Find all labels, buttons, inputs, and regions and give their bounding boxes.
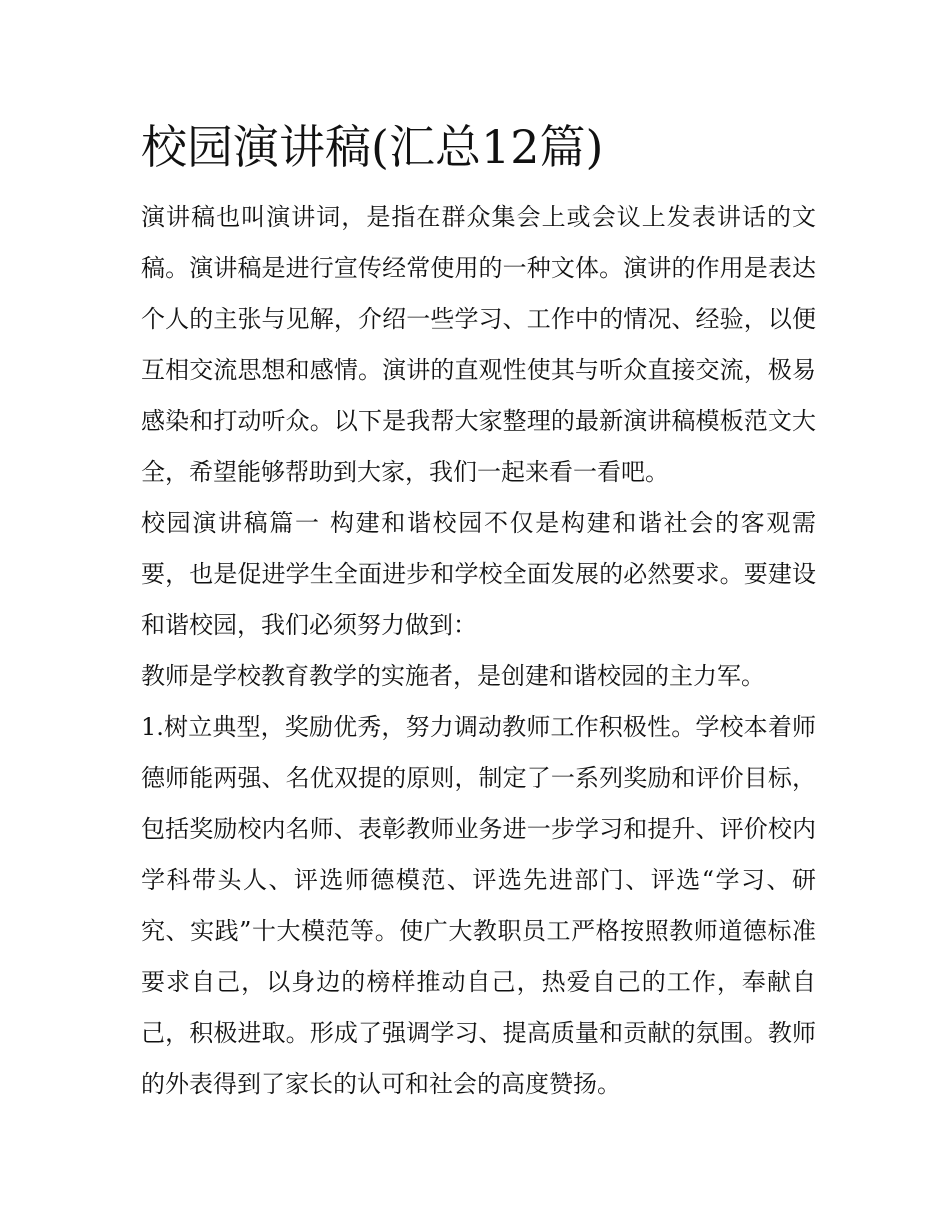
intro-paragraph: 演讲稿也叫演讲词，是指在群众集会上或会议上发表讲话的文稿。演讲稿是进行宣传经常使用的一种文体。演讲的作用是表达个人的主张与见解，介绍一些学习、工作中的情况、经验，以便互相交流思想和感情。演讲的直观性使其与听众直接交流，极易感染和打动听众。以下是我帮大家整理的最新演讲稿模板范文大全，希望能够帮助到大家，我们一起来看一看吧。 xyxy=(141,203,816,486)
document-title: 校园演讲稿(汇总12篇) xyxy=(141,120,604,174)
teacher-paragraph: 教师是学校教育教学的实施者，是创建和谐校园的主力军。 xyxy=(141,662,765,690)
point-one-paragraph: 1.树立典型，奖励优秀，努力调动教师工作积极性。学校本着师德师能两强、名优双提的原则，制定了一系列奖励和评价目标，包括奖励校内名师、表彰教师业务进一步学习和提升、评价校内学科带头人、评选师德模范、评选先进部门、评选“学习、研究、实践”十大模范等。使广大教职员工严格按照教师道德标准要求自己，以身边的榜样推动自己，热爱自己的工作，奉献自己，积极进取。形成了强调学习、提高质量和贡献的氛围。教师的外表得到了家长的认可和社会的高度赞扬。 xyxy=(141,713,816,1098)
document-body xyxy=(141,112,816,1110)
section-one-paragraph: 校园演讲稿篇一 构建和谐校园不仅是构建和谐社会的客观需要，也是促进学生全面进步和学校全面发展的必然要求。要建设和谐校园，我们必须努力做到： xyxy=(141,509,816,639)
